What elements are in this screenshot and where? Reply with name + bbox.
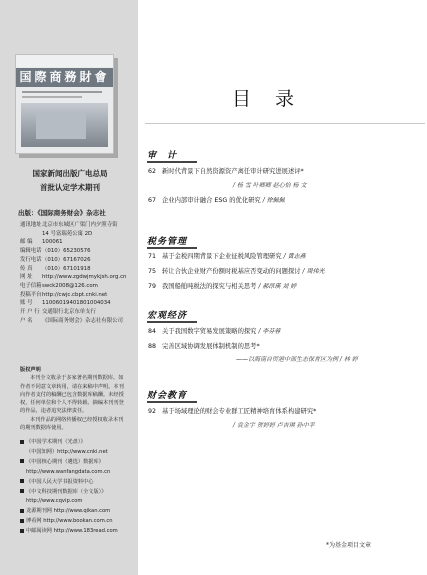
section-heading-accounting-education: 财会教育: [147, 391, 188, 401]
bullet-square-icon: [20, 440, 24, 444]
database-list: [20, 438, 132, 537]
toc-entry[interactable]: 92 基于场域理论的财会专业群工匠精神培育体系构建研究*: [148, 408, 317, 415]
cover-title: 国際商務財會: [16, 68, 113, 87]
bullet-square-icon: [20, 519, 24, 523]
section-underline: [147, 247, 197, 249]
toc-title: 目 录: [232, 88, 304, 110]
database-item: 《中国学术期刊（光盘）》: [20, 438, 132, 448]
toc-entry-authors: / 杨 雪 叶卿卿 赵心怡 杨 文: [233, 182, 307, 189]
database-item: 博看网 http://www.bookan.com.cn: [20, 517, 132, 527]
database-item: 中邮阅读网 http://www.183read.com: [20, 527, 132, 537]
toc-entry[interactable]: 88 完善区域协调发展体制机制的思考*: [148, 343, 260, 350]
database-item: 《中国核心期刊（遴选）数据库》: [20, 458, 132, 468]
info-row: 发行电话 （010）67167026: [20, 256, 91, 263]
sidebar-heading-line2: 首批认定学术期刊: [40, 183, 100, 192]
info-row: 投稿平台 http://cwjc.cbpt.cnki.net: [20, 291, 108, 298]
section-underline: [147, 321, 197, 323]
contact-info: [20, 221, 136, 325]
journal-cover-image: [15, 54, 114, 154]
database-item: （中国知网）http://www.cnki.net: [26, 448, 108, 455]
info-row: 户 名 《国际商务财会》杂志社有限公司: [20, 317, 123, 324]
section-heading-tax: 税务管理: [147, 237, 188, 247]
info-row: 账 号 11006019401801004034: [20, 300, 111, 307]
database-item: http://www.cqvip.com: [26, 498, 83, 505]
bullet-square-icon: [20, 459, 24, 463]
copyright-paragraph: 本刊全文收录于多家著名期刊数据库。如作者不同意文章转用，请在来稿中声明。本刊向作者支付的稿酬已包含数据库稿酬。未经授权，任何单位和个人不得转载、摘编本刊刊登的作品，违者追究法律责任。: [20, 375, 124, 415]
info-row: 14 号富瑞苑公寓 2D: [42, 230, 93, 237]
copyright-paragraph: 本刊作品的网络传播权已经授权收录本刊的期刊数据库使用。: [20, 416, 124, 432]
publisher-label: 出版：《国际商务财会》杂志社: [18, 209, 106, 217]
toc-entry-authors: ——以海南自贸港中部生态保育区为例 / 林 婷: [236, 356, 358, 363]
database-item: 龙源期刊网 http://www.qikan.com: [20, 507, 132, 517]
database-item: 《中文科技期刊数据库（全文版）》: [20, 488, 132, 498]
toc-entry[interactable]: 79 我国船舶吨税法的探究与相关思考 / 郝昂瑛 刘 婷: [148, 283, 297, 290]
toc-entry[interactable]: 62 新时代背景下自然资源资产离任审计研究进展述评*: [148, 168, 304, 175]
section-heading-audit: 审 计: [147, 151, 178, 161]
info-row: 通讯地址 北京市东城区广渠门内夕照寺街: [20, 222, 118, 228]
toc-entry-authors: / 袁金宇 贺婷婷 卢吉琪 孙中平: [233, 422, 315, 429]
sidebar-panel: [0, 0, 138, 575]
section-heading-macroeconomy: 宏观经济: [147, 311, 188, 321]
info-row: 传 真 （010）67101918: [20, 265, 91, 272]
toc-entry[interactable]: 84 关于我国数字贸易发展策略的探究 / 李芬蓉: [148, 328, 281, 335]
bullet-square-icon: [20, 489, 24, 493]
toc-entry[interactable]: 67 企业内部审计融合 ESG 的优化研究 / 徐佩佩: [148, 197, 285, 204]
section-underline: [147, 161, 197, 163]
bullet-square-icon: [20, 509, 24, 513]
copyright-notice: [20, 366, 128, 432]
fund-footnote: *为基金项目文章: [326, 542, 372, 549]
database-item: http://www.wanfangdata.com.cn: [26, 468, 111, 475]
bullet-square-icon: [20, 529, 24, 533]
info-row: 网 址 http://www.zgdwjmykjsh.org.cn: [20, 274, 127, 281]
toc-entry[interactable]: 75 转让合伙企业财产份额时税基应否变动的问题探讨 / 周伟光: [148, 268, 325, 275]
database-item: 《中国人民大学书报资料中心: [20, 478, 132, 488]
copyright-title: 版权声明: [20, 367, 41, 373]
info-row: 开 户 行 交通银行北京东单支行: [20, 309, 96, 316]
bullet-square-icon: [20, 479, 24, 483]
info-row: 邮 编 100061: [20, 239, 63, 246]
sidebar-heading-line1: 国家新闻出版广电总局: [32, 169, 108, 178]
section-underline: [147, 401, 197, 403]
divider: [145, 123, 425, 124]
toc-entry[interactable]: 71 基于金税四期背景下企业征税风险管理研究 / 黄志燕: [148, 253, 306, 260]
info-row: 编辑电话 （010）65230576: [20, 248, 91, 255]
info-row: 电子信箱 swck2008@126.com: [20, 282, 98, 289]
